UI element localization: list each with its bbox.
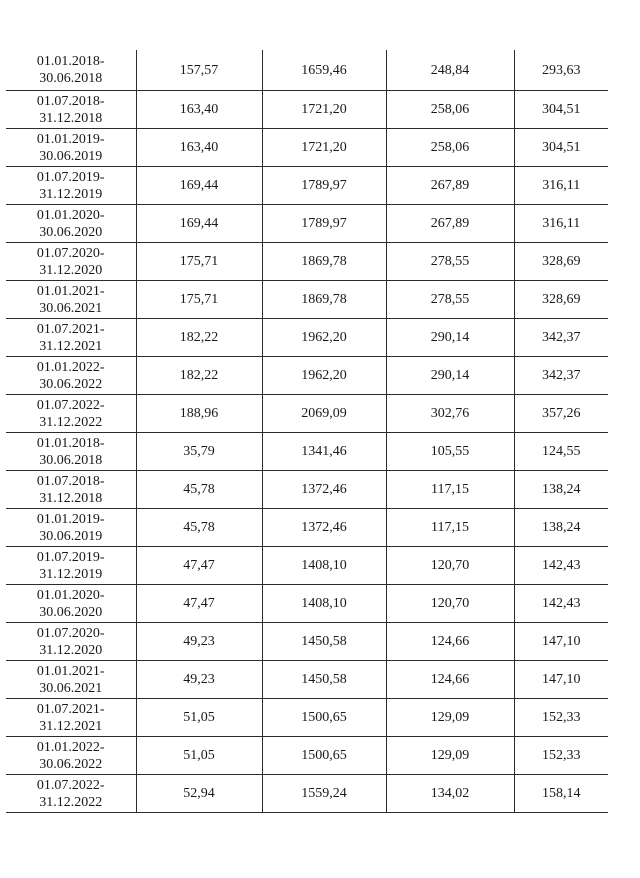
value-cell-3: 124,66	[386, 661, 514, 699]
value-cell-4: 357,26	[514, 395, 608, 433]
value-cell-1: 163,40	[136, 129, 262, 167]
period-start: 01.07.2020-	[36, 245, 105, 261]
table-row	[6, 395, 608, 433]
value-cell-4: 328,69	[514, 281, 608, 319]
value-cell-4: 152,33	[514, 737, 608, 775]
value-cell-3: 124,66	[386, 623, 514, 661]
table-row	[6, 129, 608, 167]
value-cell-3: 267,89	[386, 167, 514, 205]
value-cell-3: 105,55	[386, 433, 514, 471]
table-row	[6, 547, 608, 585]
period-start: 01.07.2021-	[36, 701, 105, 717]
period-cell	[6, 699, 136, 737]
period-end: 30.06.2021	[39, 300, 103, 316]
period-cell	[6, 585, 136, 623]
value-cell-2: 1869,78	[262, 281, 386, 319]
period-start: 01.07.2018-	[36, 93, 105, 109]
value-cell-4: 147,10	[514, 661, 608, 699]
value-cell-1: 175,71	[136, 281, 262, 319]
value-cell-3: 258,06	[386, 91, 514, 129]
period-start: 01.01.2018-	[36, 435, 105, 451]
period-cell	[6, 167, 136, 205]
value-cell-1: 163,40	[136, 91, 262, 129]
value-cell-3: 302,76	[386, 395, 514, 433]
value-cell-4: 304,51	[514, 129, 608, 167]
period-end: 31.12.2021	[39, 718, 103, 734]
period-start: 01.01.2018-	[36, 54, 105, 69]
value-cell-3: 117,15	[386, 509, 514, 547]
value-cell-2: 1500,65	[262, 737, 386, 775]
period-cell	[6, 91, 136, 129]
value-cell-1: 182,22	[136, 319, 262, 357]
value-cell-3: 129,09	[386, 737, 514, 775]
value-cell-4: 142,43	[514, 547, 608, 585]
table-row	[6, 243, 608, 281]
value-cell-1: 169,44	[136, 205, 262, 243]
value-cell-1: 169,44	[136, 167, 262, 205]
period-cell	[6, 509, 136, 547]
period-end: 31.12.2022	[39, 794, 103, 810]
table-row	[6, 91, 608, 129]
value-cell-3: 117,15	[386, 471, 514, 509]
period-end: 30.06.2022	[39, 376, 103, 392]
table-row	[6, 661, 608, 699]
period-end: 31.12.2020	[39, 642, 103, 658]
value-cell-4: 342,37	[514, 319, 608, 357]
value-cell-4: 304,51	[514, 91, 608, 129]
value-cell-4: 138,24	[514, 471, 608, 509]
period-start: 01.01.2022-	[36, 359, 105, 375]
table-row	[6, 357, 608, 395]
value-cell-1: 188,96	[136, 395, 262, 433]
value-cell-4: 152,33	[514, 699, 608, 737]
value-cell-2: 1721,20	[262, 91, 386, 129]
value-cell-2: 1659,46	[262, 50, 386, 91]
period-start: 01.07.2019-	[36, 549, 105, 565]
table-row	[6, 585, 608, 623]
period-end: 30.06.2019	[39, 148, 103, 164]
value-cell-1: 51,05	[136, 699, 262, 737]
period-cell	[6, 547, 136, 585]
value-cell-4: 342,37	[514, 357, 608, 395]
period-cell	[6, 433, 136, 471]
table-row	[6, 737, 608, 775]
period-cell	[6, 281, 136, 319]
value-cell-1: 47,47	[136, 547, 262, 585]
period-cell	[6, 395, 136, 433]
period-cell	[6, 205, 136, 243]
value-cell-2: 1500,65	[262, 699, 386, 737]
value-cell-4: 138,24	[514, 509, 608, 547]
period-cell	[6, 319, 136, 357]
value-cell-3: 248,84	[386, 50, 514, 91]
period-end: 30.06.2020	[39, 604, 103, 620]
period-end: 31.12.2021	[39, 338, 103, 354]
period-cell	[6, 50, 136, 91]
value-cell-2: 1789,97	[262, 205, 386, 243]
period-cell	[6, 243, 136, 281]
period-start: 01.01.2021-	[36, 663, 105, 679]
value-cell-3: 290,14	[386, 357, 514, 395]
value-cell-2: 1408,10	[262, 585, 386, 623]
table-row	[6, 50, 608, 91]
value-cell-1: 175,71	[136, 243, 262, 281]
table-row	[6, 281, 608, 319]
value-cell-2: 1962,20	[262, 319, 386, 357]
value-cell-3: 258,06	[386, 129, 514, 167]
value-cell-1: 49,23	[136, 623, 262, 661]
value-cell-1: 157,57	[136, 50, 262, 91]
value-cell-2: 2069,09	[262, 395, 386, 433]
period-end: 31.12.2022	[39, 414, 103, 430]
period-start: 01.07.2021-	[36, 321, 105, 337]
value-cell-3: 129,09	[386, 699, 514, 737]
period-start: 01.01.2019-	[36, 511, 105, 527]
table-row	[6, 167, 608, 205]
table-row	[6, 433, 608, 471]
tariff-table	[6, 50, 608, 813]
value-cell-4: 293,63	[514, 50, 608, 91]
period-end: 30.06.2022	[39, 756, 103, 772]
period-cell	[6, 357, 136, 395]
table-row	[6, 509, 608, 547]
period-end: 30.06.2021	[39, 680, 103, 696]
value-cell-2: 1869,78	[262, 243, 386, 281]
period-start: 01.07.2019-	[36, 169, 105, 185]
value-cell-1: 45,78	[136, 471, 262, 509]
period-start: 01.07.2022-	[36, 777, 105, 793]
value-cell-4: 147,10	[514, 623, 608, 661]
value-cell-2: 1789,97	[262, 167, 386, 205]
period-start: 01.07.2020-	[36, 625, 105, 641]
value-cell-4: 316,11	[514, 205, 608, 243]
value-cell-1: 182,22	[136, 357, 262, 395]
period-end: 31.12.2018	[39, 490, 103, 506]
value-cell-2: 1341,46	[262, 433, 386, 471]
value-cell-1: 51,05	[136, 737, 262, 775]
value-cell-4: 124,55	[514, 433, 608, 471]
value-cell-1: 35,79	[136, 433, 262, 471]
table-row	[6, 319, 608, 357]
table-row	[6, 699, 608, 737]
period-start: 01.01.2021-	[36, 283, 105, 299]
table-row	[6, 205, 608, 243]
period-end: 31.12.2019	[39, 186, 103, 202]
value-cell-1: 45,78	[136, 509, 262, 547]
period-cell	[6, 129, 136, 167]
value-cell-1: 47,47	[136, 585, 262, 623]
period-start: 01.01.2022-	[36, 739, 105, 755]
period-cell	[6, 471, 136, 509]
period-cell	[6, 737, 136, 775]
value-cell-2: 1450,58	[262, 623, 386, 661]
value-cell-2: 1721,20	[262, 129, 386, 167]
value-cell-3: 120,70	[386, 585, 514, 623]
value-cell-2: 1372,46	[262, 509, 386, 547]
period-start: 01.01.2020-	[36, 587, 105, 603]
period-start: 01.01.2019-	[36, 131, 105, 147]
value-cell-2: 1372,46	[262, 471, 386, 509]
value-cell-3: 120,70	[386, 547, 514, 585]
value-cell-2: 1450,58	[262, 661, 386, 699]
value-cell-3: 278,55	[386, 281, 514, 319]
value-cell-3: 134,02	[386, 775, 514, 813]
period-end: 30.06.2019	[39, 528, 103, 544]
table-row	[6, 775, 608, 813]
value-cell-2: 1408,10	[262, 547, 386, 585]
value-cell-3: 267,89	[386, 205, 514, 243]
period-end: 30.06.2018	[39, 71, 103, 86]
period-start: 01.01.2020-	[36, 207, 105, 223]
period-end: 30.06.2018	[39, 452, 103, 468]
value-cell-2: 1559,24	[262, 775, 386, 813]
value-cell-4: 142,43	[514, 585, 608, 623]
period-cell	[6, 775, 136, 813]
period-end: 31.12.2020	[39, 262, 103, 278]
value-cell-2: 1962,20	[262, 357, 386, 395]
value-cell-1: 49,23	[136, 661, 262, 699]
period-cell	[6, 623, 136, 661]
period-start: 01.07.2022-	[36, 397, 105, 413]
value-cell-3: 278,55	[386, 243, 514, 281]
value-cell-1: 52,94	[136, 775, 262, 813]
period-end: 31.12.2019	[39, 566, 103, 582]
value-cell-4: 316,11	[514, 167, 608, 205]
period-cell	[6, 661, 136, 699]
value-cell-4: 158,14	[514, 775, 608, 813]
period-end: 30.06.2020	[39, 224, 103, 240]
period-end: 31.12.2018	[39, 110, 103, 126]
value-cell-4: 328,69	[514, 243, 608, 281]
value-cell-3: 290,14	[386, 319, 514, 357]
period-start: 01.07.2018-	[36, 473, 105, 489]
table-row	[6, 623, 608, 661]
tariff-table-body	[6, 50, 608, 813]
table-row	[6, 471, 608, 509]
